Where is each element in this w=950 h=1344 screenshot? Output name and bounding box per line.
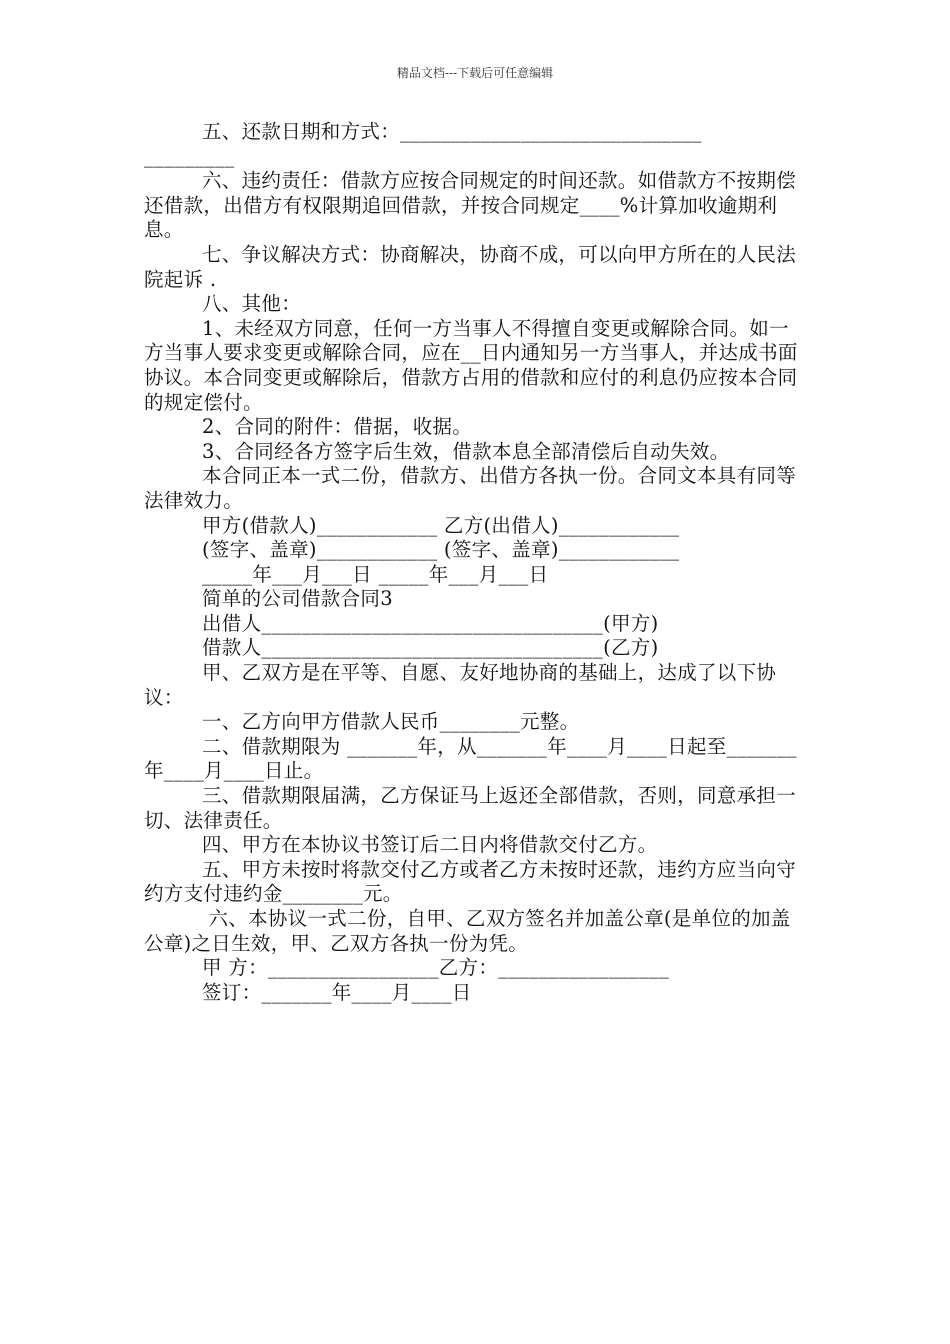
contract-3-signatures: 甲 方：_________________乙方：_________________ xyxy=(202,956,669,980)
contract-3-clause-1: 一、乙方向甲方借款人民币________元整。 xyxy=(202,710,580,734)
contract-3-title: 简单的公司借款合同3 xyxy=(202,587,393,611)
clause-8-item-3: 3、合同经各方签字后生效，借款本息全部清偿后自动失效。 xyxy=(202,439,730,463)
contract-3-clause-2: 二、借款期限为 _______年，从_______年____月____日起至_______ 年____月____日止。 xyxy=(144,734,804,783)
page-header: 精品文档---下载后可任意编辑 xyxy=(396,66,554,80)
contract-3-sign-date: 签订：_______年____月____日 xyxy=(202,980,472,1004)
clause-5-repayment: 五、还款日期和方式：______________________________ xyxy=(202,120,702,143)
contract-3-clause-5: 五、甲方未按时将款交付乙方或者乙方未按时还款，违约方应当向守约方支付违约金________元。 xyxy=(144,857,797,906)
contract-3-clause-6: 六、本协议一式二份，自甲、乙双方签名并加盖公章(是单位的加盖公章)之日生效，甲、乙双方各执一份为凭。 xyxy=(144,907,791,955)
date-line: _____年___月___日 _____年___月___日 xyxy=(202,562,549,586)
clause-5-repayment-blank: _________ xyxy=(144,144,235,168)
contract-3-clause-3: 三、借款期限届满，乙方保证马上返还全部借款，否则，同意承担一切、法律责任。 xyxy=(144,784,797,832)
document-body xyxy=(144,120,808,1005)
seal-signature-line: (签字、盖章)____________ (签字、盖章)____________ xyxy=(202,538,680,562)
party-signature-line: 甲方(借款人)____________ 乙方(出借人)____________ xyxy=(202,513,680,537)
clause-8-item-1: 1、未经双方同意，任何一方当事人不得擅自变更或解除合同。如一方当事人要求变更或解除合同，应在__日内通知另一方当事人，并达成书面协议。本合同变更或解除后，借款方占用的借款和应付的利息仍应按本合同的规定偿付。 xyxy=(144,316,798,414)
copies-statement: 本合同正本一式二份，借款方、出借方各执一份。合同文本具有同等法律效力。 xyxy=(144,464,797,512)
clause-8-item-2: 2、合同的附件：借据，收据。 xyxy=(202,415,473,439)
lender-line: 出借人__________________________________(甲方) xyxy=(202,611,659,635)
clause-7-dispute: 七、争议解决方式：协商解决，协商不成，可以向甲方所在的人民法院起诉 . xyxy=(144,242,797,291)
contract-3-clause-4: 四、甲方在本协议书签订后二日内将借款交付乙方。 xyxy=(202,833,658,857)
borrower-line: 借款人__________________________________(乙方) xyxy=(202,636,659,660)
clause-8-other: 八、其他： xyxy=(202,292,302,316)
clause-6-breach: 六、违约责任：借款方应按合同规定的时间还款。如借款方不按期偿还借款，出借方有权限期追回借款，并按合同规定____%计算加收逾期利息。 xyxy=(144,169,797,242)
agreement-preamble: 甲、乙双方是在平等、自愿、友好地协商的基础上，达成了以下协议： xyxy=(144,661,777,709)
